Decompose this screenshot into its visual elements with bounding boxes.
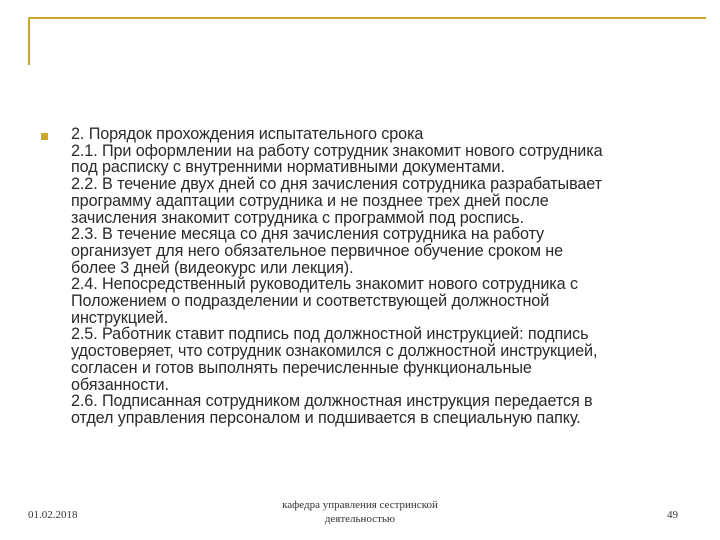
frame-top-line xyxy=(28,17,706,19)
slide-text-line: 2.6. Подписанная сотрудником должностная инструкция передается в xyxy=(71,392,593,411)
slide-body-text xyxy=(71,126,681,427)
slide-text-line: обязанности. xyxy=(71,375,169,394)
slide-text-line: программу адаптации сотрудника и не позднее трех дней после xyxy=(71,191,549,210)
frame-left-line xyxy=(28,17,30,65)
square-bullet-icon xyxy=(41,133,48,140)
footer-page-number: 49 xyxy=(667,509,678,521)
footer-department-line: кафедра управления сестринской xyxy=(282,499,438,511)
slide-text-line: 2. Порядок прохождения испытательного срока xyxy=(71,125,424,143)
slide-text-line: зачисления знакомит сотрудника с программой под роспись. xyxy=(71,208,524,227)
slide-text-line: 2.2. В течение двух дней со дня зачисления сотрудника разрабатывает xyxy=(71,175,602,194)
slide-text-line: удостоверяет, что сотрудник ознакомился с должностной инструкцией, xyxy=(71,342,598,361)
slide-text-line: 2.4. Непосредственный руководитель знакомит нового сотрудника с xyxy=(71,275,578,294)
footer-department xyxy=(260,498,460,526)
slide-text-line: инструкцией. xyxy=(71,308,169,327)
slide-text-line: 2.3. В течение месяца со дня зачисления сотрудника на работу xyxy=(71,225,545,244)
footer-department-line: деятельностью xyxy=(324,513,396,525)
slide-text-line: согласен и готов выполнять перечисленные функциональные xyxy=(71,358,532,377)
slide-text-line: отдел управления персоналом и подшивается в специальную папку. xyxy=(71,408,581,427)
slide-text-line: 2.5. Работник ставит подпись под должностной инструкцией: подпись xyxy=(71,325,589,344)
slide-text-line: под расписку с внутренними нормативными документами. xyxy=(71,158,505,177)
slide-text-line: 2.1. При оформлении на работу сотрудник знакомит нового сотрудника xyxy=(71,141,603,160)
slide-text-line: организует для него обязательное первичное обучение сроком не xyxy=(71,241,564,260)
footer-date: 01.02.2018 xyxy=(28,509,78,521)
slide-text-line: более 3 дней (видеокурс или лекция). xyxy=(71,258,354,277)
slide-text-line: Положением о подразделении и соответствующей должностной xyxy=(71,292,550,311)
